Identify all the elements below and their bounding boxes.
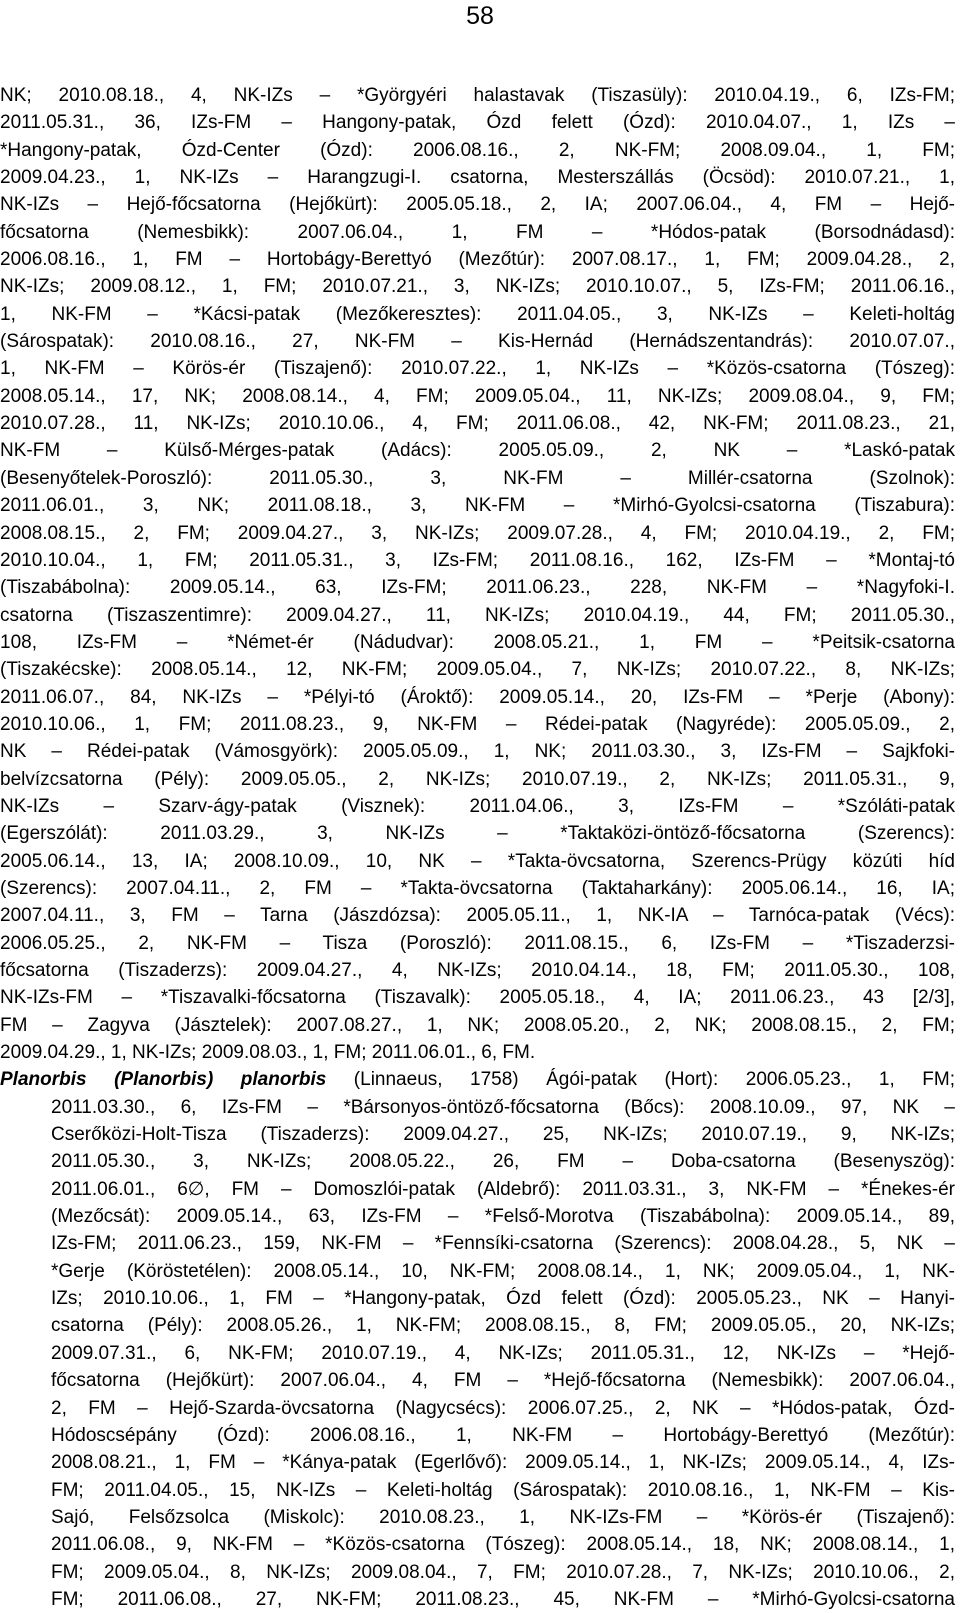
text-line: (Egerszólát): 2011.03.29., 3, NK-IZs – *Taktaközi-öntöző-főcsatorna (Szerencs): [0, 823, 955, 845]
text-line: 2011.05.31., 36, IZs-FM – Hangony-patak, Ózd felett (Ózd): 2010.04.07., 1, IZs – [0, 112, 955, 134]
text-line: FM; 2011.04.05., 15, NK-IZs – Keleti-holtág (Sárospatak): 2010.08.16., 1, NK-FM – Kis- [51, 1479, 955, 1501]
text-line: (Sárospatak): 2010.08.16., 27, NK-FM – Kis-Hernád (Hernádszentandrás): 2010.07.07., [0, 331, 955, 353]
text-line: (Mezőcsát): 2009.05.14., 63, IZs-FM – *Felső-Morotva (Tiszabábolna): 2009.05.14., 89, [51, 1206, 955, 1228]
text-line: Hódoscsépány (Ózd): 2006.08.16., 1, NK-FM – Hortobágy-Berettyó (Mezőtúr): [51, 1424, 955, 1446]
text-line: 2011.06.01., 3, NK; 2011.08.18., 3, NK-FM – *Mirhó-Gyolcsi-csatorna (Tiszabura): [0, 495, 955, 517]
text-line: csatorna (Pély): 2008.05.26., 1, NK-FM; 2008.08.15., 8, FM; 2009.05.05., 20, NK-IZs; [51, 1315, 955, 1337]
text-line: főcsatorna (Nemesbikk): 2007.06.04., 1, FM – *Hódos-patak (Borsodnádasd): [0, 221, 955, 243]
text-line: főcsatorna (Tiszaderzs): 2009.04.27., 4, NK-IZs; 2010.04.14., 18, FM; 2011.05.30., 108, [0, 960, 955, 981]
text-line: (Besenyőtelek-Poroszló): 2011.05.30., 3, NK-FM – Millér-csatorna (Szolnok): [0, 467, 955, 489]
text-line: 2010.10.04., 1, FM; 2011.05.31., 3, IZs-FM; 2011.08.16., 162, IZs-FM – *Montaj-tó [0, 549, 955, 571]
text-line: 2009.07.31., 6, NK-FM; 2010.07.19., 4, NK-IZs; 2011.05.31., 12, NK-IZs – *Hejő- [51, 1342, 955, 1364]
text-line: 2005.06.14., 13, IA; 2008.10.09., 10, NK – *Takta-övcsatorna, Szerencs-Prügy közúti híd [0, 850, 955, 872]
text-line: NK-IZs; 2009.08.12., 1, FM; 2010.07.21., 3, NK-IZs; 2010.10.07., 5, IZs-FM; 2011.06.16., [0, 276, 955, 298]
species-name: Planorbis (Planorbis) planorbis [0, 1069, 327, 1091]
text-line: NK-IZs – Hejő-főcsatorna (Hejőkürt): 2005.05.18., 2, IA; 2007.06.04., 4, FM – Hejő- [0, 194, 955, 216]
text-line: NK-IZs-FM – *Tiszavalki-főcsatorna (Tiszavalk): 2005.05.18., 4, IA; 2011.06.23., 43 [2/3], [0, 987, 955, 1009]
text-line: főcsatorna (Hejőkürt): 2007.06.04., 4, FM – *Hejő-főcsatorna (Nemesbikk): 2007.06.04., [51, 1370, 955, 1392]
text-line: NK-IZs – Szarv-ágy-patak (Visznek): 2011.04.06., 3, IZs-FM – *Szóláti-patak [0, 795, 955, 817]
text-line: 2011.06.01., 6∅, FM – Domoszlói-patak (Aldebrő): 2011.03.31., 3, NK-FM – *Énekes-ér [51, 1178, 955, 1200]
text-line: 2009.04.29., 1, NK-IZs; 2009.08.03., 1, FM; 2011.06.01., 6, FM. [0, 1042, 536, 1064]
text-line: 2011.03.30., 6, IZs-FM – *Bársonyos-öntöző-főcsatorna (Bőcs): 2008.10.09., 97, NK – [51, 1096, 955, 1118]
text-line: 108, IZs-FM – *Német-ér (Nádudvar): 2008.05.21., 1, FM – *Peitsik-csatorna [0, 631, 955, 653]
text-line: FM – Zagyva (Jásztelek): 2007.08.27., 1, NK; 2008.05.20., 2, NK; 2008.08.15., 2, FM; [0, 1014, 955, 1036]
species-entry-start: (Linnaeus, 1758) Ágói-patak (Hort): 2006.05.23., 1, FM; [326, 1069, 955, 1091]
document-body [0, 82, 955, 1613]
text-line: FM; 2011.06.08., 27, NK-FM; 2011.08.23., 45, NK-FM – *Mirhó-Gyolcsi-csatorna [51, 1588, 955, 1610]
text-line: *Hangony-patak, Ózd-Center (Ózd): 2006.08.16., 2, NK-FM; 2008.09.04., 1, FM; [0, 139, 955, 161]
text-line: csatorna (Tiszaszentimre): 2009.04.27., 11, NK-IZs; 2010.04.19., 44, FM; 2011.05.30., [0, 604, 955, 626]
text-line: 2009.04.23., 1, NK-IZs – Harangzugi-I. csatorna, Mesterszállás (Öcsöd): 2010.07.21., 1, [0, 167, 955, 189]
text-line: IZs; 2010.10.06., 1, FM – *Hangony-patak, Ózd felett (Ózd): 2005.05.23., NK – Hanyi- [51, 1288, 955, 1310]
text-line: 2008.08.21., 1, FM – *Kánya-patak (Egerlővő): 2009.05.14., 1, NK-IZs; 2009.05.14., 4, IZs- [51, 1452, 955, 1474]
text-line: Cserőközi-Holt-Tisza (Tiszaderzs): 2009.04.27., 25, NK-IZs; 2010.07.19., 9, NK-IZs; [51, 1124, 955, 1146]
species-heading-line [0, 1066, 955, 1093]
text-line: NK – Rédei-patak (Vámosgyörk): 2005.05.09., 1, NK; 2011.03.30., 3, IZs-FM – Sajkfoki- [0, 741, 955, 763]
text-line: IZs-FM; 2011.06.23., 159, NK-FM – *Fennsíki-csatorna (Szerencs): 2008.04.28., 5, NK – [51, 1233, 955, 1255]
text-line: 2010.10.06., 1, FM; 2011.08.23., 9, NK-FM – Rédei-patak (Nagyréde): 2005.05.09., 2, [0, 713, 955, 735]
text-line: 2011.06.08., 9, NK-FM – *Közös-csatorna (Tószeg): 2008.05.14., 18, NK; 2008.08.14., 1, [51, 1534, 955, 1556]
text-line: (Tiszabábolna): 2009.05.14., 63, IZs-FM; 2011.06.23., 228, NK-FM – *Nagyfoki-I. [0, 577, 955, 599]
text-line: 1, NK-FM – Körös-ér (Tiszajenő): 2010.07.22., 1, NK-IZs – *Közös-csatorna (Tószeg): [0, 358, 955, 380]
text-line: NK; 2010.08.18., 4, NK-IZs – *Györgyéri halastavak (Tiszasüly): 2010.04.19., 6, IZs-FM; [0, 85, 955, 106]
text-line: belvízcsatorna (Pély): 2009.05.05., 2, NK-IZs; 2010.07.19., 2, NK-IZs; 2011.05.31., 9, [0, 768, 955, 790]
text-line: 2006.05.25., 2, NK-FM – Tisza (Poroszló): 2011.08.15., 6, IZs-FM – *Tiszaderzsi- [0, 932, 955, 954]
text-line: FM; 2009.05.04., 8, NK-IZs; 2009.08.04., 7, FM; 2010.07.28., 7, NK-IZs; 2010.10.06., 2, [51, 1561, 955, 1583]
text-line: NK-FM – Külső-Mérges-patak (Adács): 2005.05.09., 2, NK – *Laskó-patak [0, 440, 955, 462]
text-line: (Tiszakécske): 2008.05.14., 12, NK-FM; 2009.05.04., 7, NK-IZs; 2010.07.22., 8, NK-IZs; [0, 659, 955, 681]
text-line: (Szerencs): 2007.04.11., 2, FM – *Takta-övcsatorna (Taktaharkány): 2005.06.14., 16, IA; [0, 877, 955, 899]
text-line: 2011.06.07., 84, NK-IZs – *Pélyi-tó (Ároktő): 2009.05.14., 20, IZs-FM – *Perje (Abony): [0, 686, 955, 708]
text-line: Sajó, Felsőzsolca (Miskolc): 2010.08.23., 1, NK-IZs-FM – *Körös-ér (Tiszajenő): [51, 1506, 955, 1528]
text-line: 2008.08.15., 2, FM; 2009.04.27., 3, NK-IZs; 2009.07.28., 4, FM; 2010.04.19., 2, FM; [0, 522, 955, 544]
text-line: 2011.05.30., 3, NK-IZs; 2008.05.22., 26, FM – Doba-csatorna (Besenyszög): [51, 1151, 955, 1173]
text-line: 2006.08.16., 1, FM – Hortobágy-Berettyó (Mezőtúr): 2007.08.17., 1, FM; 2009.04.28., 2, [0, 249, 955, 271]
text-line: 2, FM – Hejő-Szarda-övcsatorna (Nagycsécs): 2006.07.25., 2, NK – *Hódos-patak, Ózd- [51, 1397, 955, 1419]
text-line: 2010.07.28., 11, NK-IZs; 2010.10.06., 4, FM; 2011.06.08., 42, NK-FM; 2011.08.23., 21, [0, 413, 955, 435]
text-line: *Gerje (Köröstetélen): 2008.05.14., 10, NK-FM; 2008.08.14., 1, NK; 2009.05.04., 1, NK- [51, 1260, 955, 1282]
text-line: 1, NK-FM – *Kácsi-patak (Mezőkeresztes): 2011.04.05., 3, NK-IZs – Keleti-holtág [0, 303, 955, 325]
page-number: 58 [466, 2, 494, 30]
text-line: 2007.04.11., 3, FM – Tarna (Jászdózsa): 2005.05.11., 1, NK-IA – Tarnóca-patak (Vécs): [0, 905, 955, 927]
text-line: 2008.05.14., 17, NK; 2008.08.14., 4, FM; 2009.05.04., 11, NK-IZs; 2009.08.04., 9, FM; [0, 385, 955, 407]
